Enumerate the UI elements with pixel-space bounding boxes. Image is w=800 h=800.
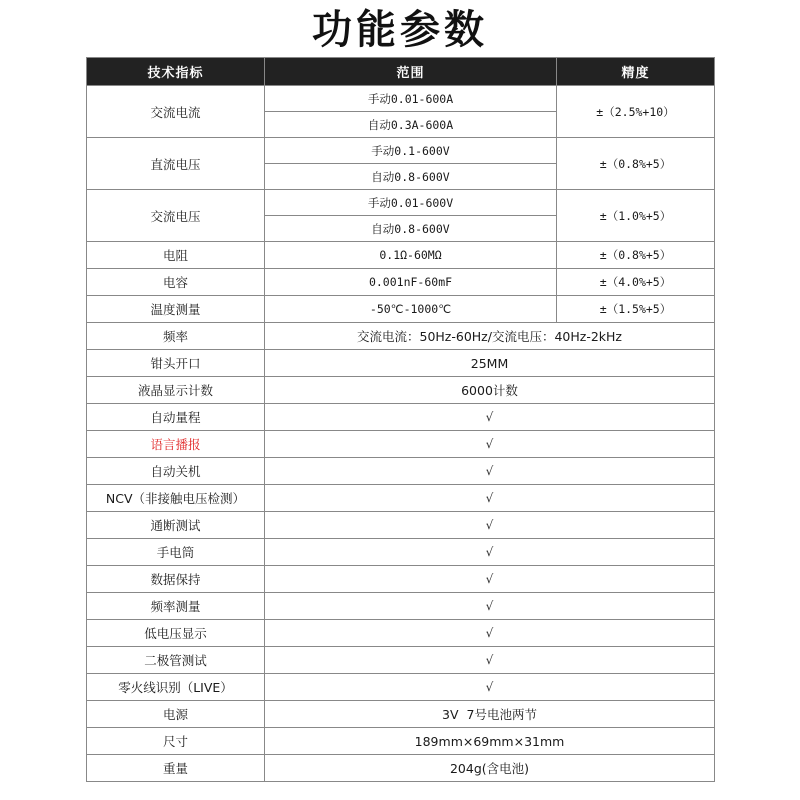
check-mark: √ [265, 431, 715, 458]
check-mark: √ [265, 539, 715, 566]
table-row [87, 458, 715, 485]
table-row [87, 86, 715, 112]
spec-name: 尺寸 [87, 728, 265, 755]
table-row [87, 377, 715, 404]
spec-accuracy: ±（1.5%+5） [557, 296, 715, 323]
spec-range: 自动0.8-600V [265, 164, 557, 190]
table-row [87, 647, 715, 674]
spec-name: 零火线识别（LIVE） [87, 674, 265, 701]
spec-value: 189mm×69mm×31mm [265, 728, 715, 755]
spec-name: 数据保持 [87, 566, 265, 593]
table-header-row [87, 58, 715, 86]
table-row [87, 701, 715, 728]
table-row [87, 242, 715, 269]
spec-name: 重量 [87, 755, 265, 782]
check-mark: √ [265, 485, 715, 512]
spec-accuracy: ±（0.8%+5） [557, 242, 715, 269]
spec-name: NCV（非接触电压检测） [87, 485, 265, 512]
spec-table [86, 57, 715, 782]
table-row [87, 539, 715, 566]
table-row [87, 593, 715, 620]
header-range: 范围 [265, 58, 557, 86]
table-row [87, 296, 715, 323]
spec-name: 电源 [87, 701, 265, 728]
table-row [87, 728, 715, 755]
spec-name: 低电压显示 [87, 620, 265, 647]
table-row [87, 138, 715, 164]
spec-name: 自动关机 [87, 458, 265, 485]
table-row [87, 485, 715, 512]
spec-range: 手动0.1-600V [265, 138, 557, 164]
table-row [87, 512, 715, 539]
table-row [87, 350, 715, 377]
spec-range: 自动0.3A-600A [265, 112, 557, 138]
spec-value: 3V 7号电池两节 [265, 701, 715, 728]
check-mark: √ [265, 566, 715, 593]
spec-name: 温度测量 [87, 296, 265, 323]
spec-value: 25MM [265, 350, 715, 377]
spec-name: 交流电流 [87, 86, 265, 138]
spec-range: 0.1Ω-60MΩ [265, 242, 557, 269]
spec-accuracy: ±（1.0%+5） [557, 190, 715, 242]
spec-range: 手动0.01-600V [265, 190, 557, 216]
spec-name: 频率 [87, 323, 265, 350]
spec-name: 直流电压 [87, 138, 265, 190]
header-accuracy: 精度 [557, 58, 715, 86]
spec-name: 电容 [87, 269, 265, 296]
spec-range: 自动0.8-600V [265, 216, 557, 242]
spec-accuracy: ±（2.5%+10） [557, 86, 715, 138]
check-mark: √ [265, 647, 715, 674]
table-row [87, 674, 715, 701]
spec-name: 二极管测试 [87, 647, 265, 674]
spec-name: 交流电压 [87, 190, 265, 242]
spec-value: 交流电流：50Hz-60Hz/交流电压：40Hz-2kHz [265, 323, 715, 350]
check-mark: √ [265, 458, 715, 485]
spec-name: 频率测量 [87, 593, 265, 620]
table-row [87, 566, 715, 593]
spec-name-highlight: 语言播报 [87, 431, 265, 458]
header-spec: 技术指标 [87, 58, 265, 86]
spec-name: 电阻 [87, 242, 265, 269]
table-row [87, 269, 715, 296]
check-mark: √ [265, 620, 715, 647]
spec-name: 钳头开口 [87, 350, 265, 377]
check-mark: √ [265, 404, 715, 431]
table-row [87, 404, 715, 431]
spec-accuracy: ±（0.8%+5） [557, 138, 715, 190]
spec-name: 自动量程 [87, 404, 265, 431]
spec-value: 204g(含电池) [265, 755, 715, 782]
check-mark: √ [265, 593, 715, 620]
table-row [87, 431, 715, 458]
spec-value: 6000计数 [265, 377, 715, 404]
check-mark: √ [265, 512, 715, 539]
page-title: 功能参数 [312, 7, 488, 53]
table-row [87, 323, 715, 350]
spec-name: 通断测试 [87, 512, 265, 539]
spec-range: 0.001nF-60mF [265, 269, 557, 296]
table-row [87, 190, 715, 216]
spec-range: 手动0.01-600A [265, 86, 557, 112]
spec-accuracy: ±（4.0%+5） [557, 269, 715, 296]
table-row [87, 620, 715, 647]
spec-name: 液晶显示计数 [87, 377, 265, 404]
spec-name: 手电筒 [87, 539, 265, 566]
spec-range: -50℃-1000℃ [265, 296, 557, 323]
table-row [87, 755, 715, 782]
check-mark: √ [265, 674, 715, 701]
